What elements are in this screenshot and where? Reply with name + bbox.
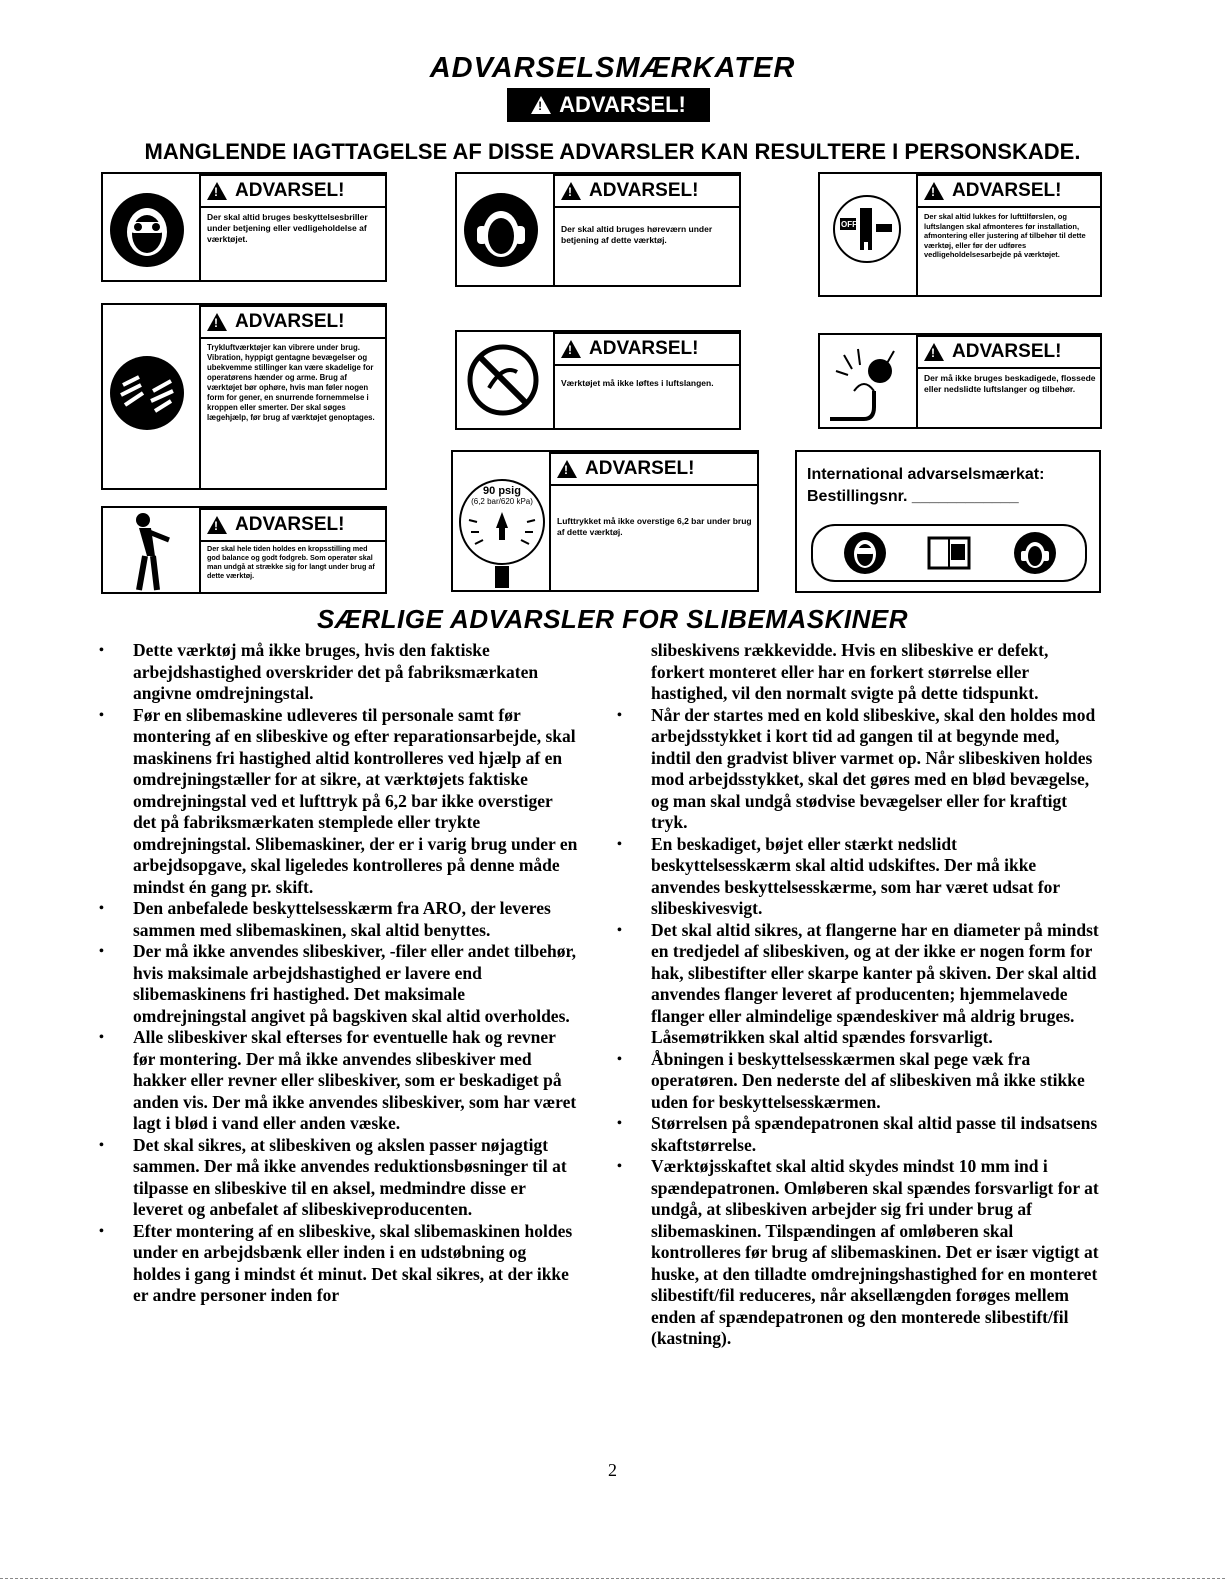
- list-item: [99, 1027, 578, 1135]
- list-item-text: Efter montering af en slibeskive, skal slibemaskinen holdes under en arbejdsbænk eller inden i en udstøbning og holdes i gang i mindst ét minut. Det skal sikres, at der ikke er andre personer inden for: [133, 1220, 573, 1305]
- bullet-icon: •: [99, 901, 104, 916]
- label-pressure: [451, 450, 759, 592]
- list-item: [99, 640, 578, 705]
- label-goggles: [101, 172, 387, 282]
- right-column: [617, 640, 1101, 1350]
- air-off-icon: [832, 194, 902, 264]
- ear-protection-icon: [463, 192, 539, 268]
- page-number: 2: [608, 1460, 617, 1480]
- gauge-top-text: 90 psig: [483, 485, 521, 497]
- page-bottom-rule: [0, 1578, 1225, 1579]
- label-damaged-hoses: [818, 333, 1102, 429]
- warning-icon: [557, 460, 577, 478]
- label-head: ADVARSEL!: [952, 180, 1062, 201]
- section-title: SÆRLIGE ADVARSLER FOR SLIBEMASKINER: [317, 604, 908, 634]
- list-item: [617, 1113, 1101, 1156]
- list-item: [99, 704, 578, 899]
- bullet-icon: •: [617, 1159, 622, 1174]
- bullet-icon: •: [99, 643, 104, 658]
- international-label-box: [795, 450, 1101, 593]
- bullet-icon: •: [617, 1051, 622, 1067]
- bullet-icon: •: [617, 1116, 622, 1131]
- label-text: Der må ikke bruges beskadigede, flossede eller nedslidte luftslanger og tilbehør.: [924, 373, 1096, 394]
- warning-icon: [561, 340, 581, 358]
- list-item-text: Der må ikke anvendes slibeskiver, -filer eller andet tilbehør, hvis maksimale arbejdshastighed er lavere end slibemaskinens fri hastighed. Det maksimale omdrejningstal angivet på bagskiven skal altid overholdes.: [133, 941, 577, 1026]
- label-text: Der skal hele tiden holdes en kropsstilling med god balance og godt fodgreb. Som operatør skal man undgå at strække sig for langt under brug af dette værktøj.: [207, 544, 375, 580]
- warning-banner: [507, 88, 710, 122]
- warning-icon: [207, 182, 227, 200]
- international-line1: International advarselsmærkat:: [807, 466, 1045, 483]
- label-head: ADVARSEL!: [589, 338, 699, 359]
- label-head: ADVARSEL!: [589, 180, 699, 201]
- label-ear: [455, 172, 741, 287]
- list-item: [99, 941, 578, 1027]
- damaged-hose-icon: [824, 341, 916, 425]
- goggles-icon: [109, 192, 185, 268]
- no-lift-by-hose-icon: [467, 344, 539, 416]
- list-item-text: Åbningen i beskyttelsesskærmen skal pege væk fra operatøren. Den nederste del af slibeskiven må ikke stikke uden for beskyttelsesskærmen.: [651, 1048, 1085, 1112]
- bullet-icon: •: [99, 707, 104, 723]
- warning-icon: [561, 182, 581, 200]
- list-item-text: Det skal sikres, at slibeskiven og akslen passer nøjagtigt sammen. Der må ikke anvendes reduktionsbøsninger til at tilpasse en slibeskive til en aksel, medmindre disse er leveret og anbefalet af slibeskiveproducenten.: [133, 1134, 567, 1219]
- bullet-icon: •: [617, 707, 622, 723]
- label-text: Der skal altid lukkes for lufttilførslen, og luftslangen skal afmonteres før installation, afmontering eller justering af tilbehør til dette værktøj, eller før der udføres vedligeholdelsesarbejde på værktøjet.: [924, 212, 1086, 259]
- list-item-text: Størrelsen på spændepatronen skal altid passe til indsatsens skaftstørrelse.: [651, 1113, 1098, 1155]
- warning-line: MANGLENDE IAGTTAGELSE AF DISSE ADVARSLER KAN RESULTERE I PERSONSKADE.: [144, 139, 1081, 164]
- international-icons-frame: [811, 524, 1087, 582]
- label-head: ADVARSEL!: [235, 311, 345, 332]
- ear-protection-icon: [1013, 531, 1057, 575]
- bullet-icon: •: [99, 1223, 104, 1239]
- international-line2: Bestillingsnr. ____________: [807, 488, 1019, 505]
- list-item-text: Det skal altid sikres, at flangerne har en diameter på mindst en tredjedel af slibeskiven, og at der ikke er nogen form for hak, slibestifter eller skarpe kanter på skiven. Der skal altid anvendes flanger leveret af producenten; hjemmelavede flanger eller almindelige spændeskiver må aldrig bruges. Låsemøtrikken skal altid spændes forsvarligt.: [651, 919, 1099, 1047]
- list-item-text: Værktøjsskaftet skal altid skydes mindst 10 mm ind i spændepatronen. Omløberen skal spændes forsvarligt for at undgå, at slibeskiven arbejder sig fri under brug af slibemaskinen. Tilspændingen af omløberen skal kontrolleres før brug af slibemaskinen. Det er især vigtigt at huske, at den tilladte omdrejningshastighed for en monteret slibestift/fil reduceres, når aksellængden forøges mellem enden af spændepatronen og den monterede slibestift/fil (kastning).: [651, 1156, 1099, 1348]
- manual-icon: [927, 536, 971, 570]
- label-balance: [101, 506, 387, 594]
- list-item: [617, 833, 1101, 920]
- list-item: [617, 704, 1101, 834]
- off-text: OFF: [841, 220, 857, 229]
- vibration-hands-icon: [109, 355, 185, 431]
- list-item-text: En beskadiget, bøjet eller stærkt nedslidt beskyttelsesskærm skal altid udskiftes. Der må ikke anvendes beskyttelsesskærme, som har været udsat for slibeskivesvigt.: [651, 833, 1060, 918]
- warning-icon: [531, 96, 551, 114]
- bullet-icon: •: [617, 836, 622, 852]
- list-item-text: Når der startes med en kold slibeskive, skal den holdes mod arbejdsstykket i kort tid ad gangen til at begynde med, indtil den gradvist bliver varmet op. Når slibeskiven holdes mod arbejdsstykket, skal det gøres med en blød bevægelse, og man skal undgå stødvise bevægelser eller for kraftigt tryk.: [651, 704, 1096, 832]
- list-item: [99, 1220, 578, 1307]
- warning-icon: [207, 516, 227, 534]
- list-item: [99, 898, 578, 941]
- page-title: ADVARSELSMÆRKATER: [429, 52, 796, 84]
- label-hose-lift: [455, 330, 741, 430]
- list-item-text: Dette værktøj må ikke bruges, hvis den faktiske arbejdshastighed overskrider det på fabriksmærkaten angivne omdrejningstal.: [133, 640, 539, 703]
- label-text: Der skal altid bruges høreværn under betjening af dette værktøj.: [561, 224, 713, 245]
- bullet-icon: •: [99, 944, 104, 959]
- warning-icon: [207, 313, 227, 331]
- label-head: ADVARSEL!: [585, 458, 695, 479]
- list-item: [617, 1156, 1101, 1350]
- bullet-icon: •: [617, 922, 622, 938]
- warning-icon: [924, 343, 944, 361]
- gauge-bottom-text: (6,2 bar/620 kPa): [471, 497, 533, 506]
- label-air-off: [818, 172, 1102, 297]
- label-text: Der skal altid bruges beskyttelsesbriller under betjening eller vedligeholdelse af værktøjet.: [207, 212, 368, 244]
- label-text: Værktøjet må ikke løftes i luftslangen.: [561, 378, 714, 388]
- label-head: ADVARSEL!: [235, 180, 345, 201]
- list-item-text: Alle slibeskiver skal efterses for eventuelle hak og revner før montering. Der må ikke anvendes slibeskiver med hakker eller revner eller slibeskiver, som er beskadiget på anden vis. Der må ikke anvendes slibeskiver, som har været lagt i blød i vand eller anden væske.: [133, 1027, 577, 1133]
- label-vibration: [101, 303, 387, 490]
- bullet-icon: •: [99, 1030, 104, 1045]
- label-head: ADVARSEL!: [952, 341, 1062, 362]
- left-column: [99, 640, 578, 1307]
- list-item: [617, 919, 1101, 1049]
- label-text: Trykluftværktøjer kan vibrere under brug. Vibration, hyppigt gentagne bevægelser og ubekvemme stillinger kan være skadelige for operatørens hænder og arme. Brug af værktøjet bør ophøre, hvis man føler nogen form for gener, en snurrende fornemmelse i kroppen eller smerter. Der skal søges lægehjælp, før brug af værktøjet genoptages.: [207, 343, 375, 422]
- right-continuation: slibeskivens rækkevidde. Hvis en slibeskive er defekt, forkert monteret eller har en forkert størrelse eller hastighed, vil den normalt svigte på dette tidspunkt.: [651, 640, 1049, 703]
- balance-figure-icon: [125, 512, 175, 592]
- banner-text: ADVARSEL!: [559, 92, 686, 117]
- bullet-icon: •: [99, 1137, 104, 1153]
- warning-icon: [924, 182, 944, 200]
- label-head: ADVARSEL!: [235, 514, 345, 535]
- list-item: [617, 1048, 1101, 1114]
- list-item: [99, 1134, 578, 1221]
- goggles-icon: [843, 531, 887, 575]
- pressure-gauge-icon: [455, 470, 549, 590]
- list-item-text: Før en slibemaskine udleveres til personale samt før montering af en slibeskive og efter reparationsarbejde, skal maskinens fri hastighed altid kontrolleres ved hjælp af en omdrejningstæller for at sikre, at værktøjets faktiske omdrejningstal ved et lufttryk på 6,2 bar ikke overstiger det på fabriksmærkaten stemplede eller trykte omdrejningstal. Slibemaskiner, der er i varig brug under en arbejdsopgave, skal ligeledes kontrolleres på denne måde mindst én gang pr. skift.: [133, 704, 578, 897]
- list-item-text: Den anbefalede beskyttelsesskærm fra ARO, der leveres sammen med slibemaskinen, skal altid benyttes.: [133, 898, 551, 940]
- label-text: Lufttrykket må ikke overstige 6,2 bar under brug af dette værktøj.: [557, 516, 752, 537]
